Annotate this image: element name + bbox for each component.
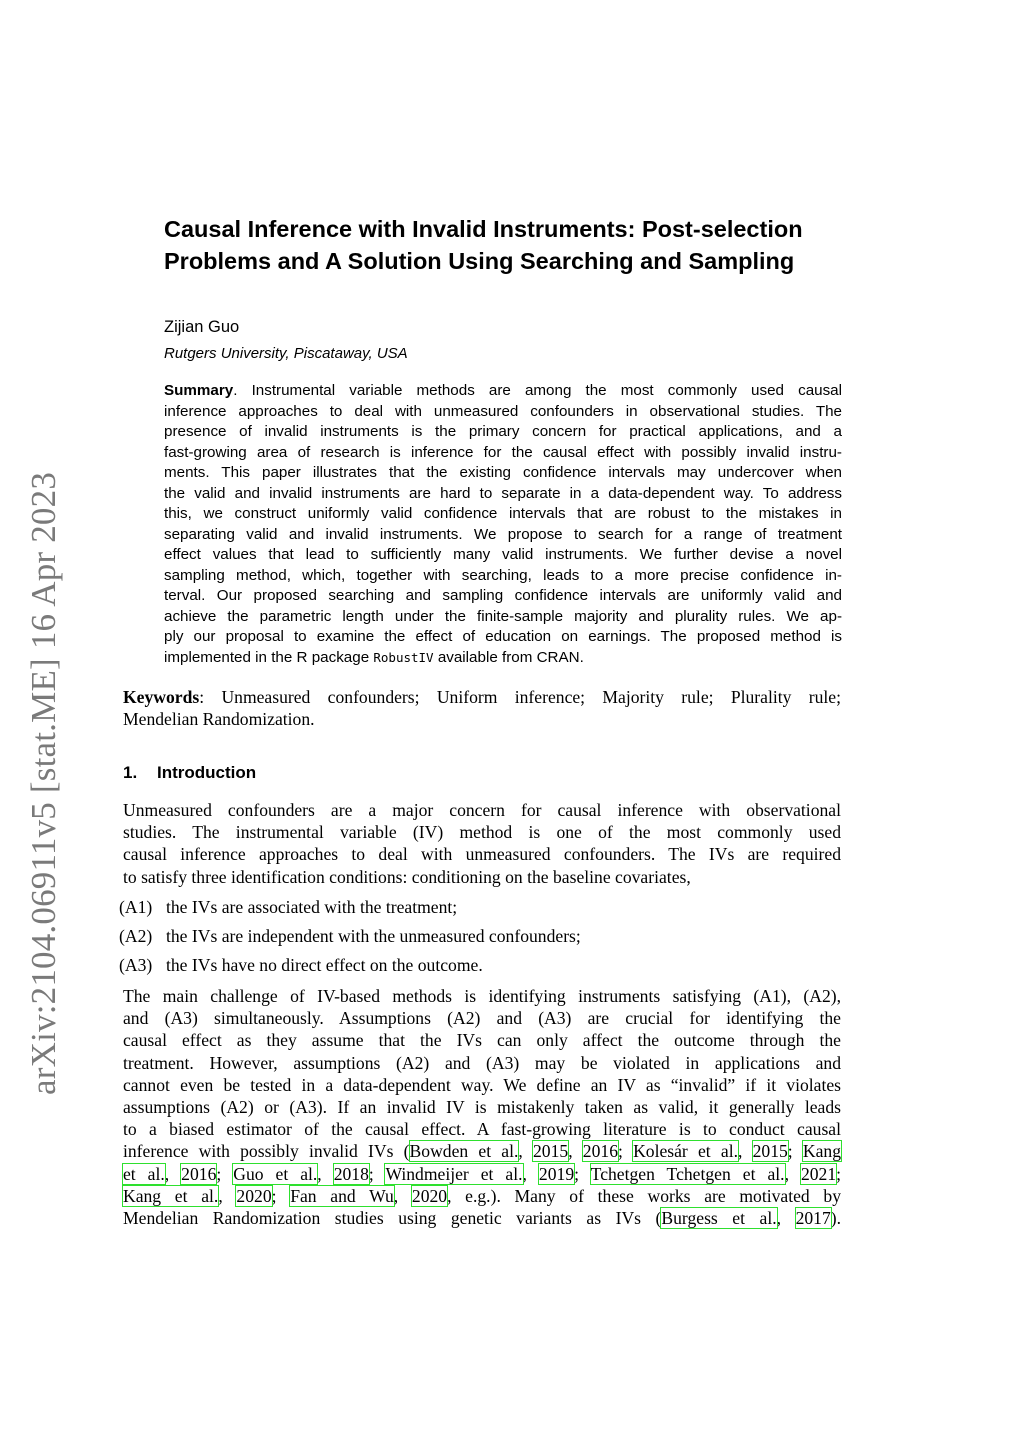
package-name: RobustIV — [373, 649, 434, 665]
paragraph-line: causal inference approaches to deal with unmeasured confounders. The IVs are required — [123, 844, 841, 865]
citation-link-2020[interactable]: 2020 — [236, 1185, 272, 1206]
keywords-line: Mendelian Randomization. — [123, 709, 315, 730]
condition-item — [119, 896, 841, 925]
summary-line: implemented in the R package RobustIV available from CRAN. — [164, 648, 584, 666]
paragraph-line: Kang et al., 2020; Fan and Wu, 2020, e.g.). Many of these works are motivated by — [123, 1185, 842, 1206]
keywords — [123, 686, 841, 730]
paper-title — [164, 213, 854, 277]
paragraph-line: The main challenge of IV-based methods is identifying instruments satisfying (A1), (A2), — [123, 986, 841, 1006]
author-affiliation: Rutgers University, Piscataway, USA — [164, 345, 408, 362]
summary-line: inference approaches to deal with unmeasured confounders in observational studies. The — [164, 402, 842, 420]
citation-link-2021[interactable]: 2021 — [800, 1163, 837, 1184]
citation-link-burgess[interactable]: Burgess et al. — [661, 1208, 777, 1229]
paragraph-line: Mendelian Randomization studies using genetic variants as IVs (Burgess et al., 2017). — [123, 1208, 842, 1229]
citation-link-kolesar[interactable]: Kolesár et al. — [633, 1141, 738, 1162]
title-line-2: Problems and A Solution Using Searching and Sampling — [164, 248, 795, 274]
summary-line: terval. Our proposed searching and sampling confidence intervals are uniformly valid and — [164, 587, 842, 604]
keywords-line: Keywords: Unmeasured confounders; Uniform inference; Majority rule; Plurality rule; — [123, 687, 841, 707]
summary-line: fast-growing area of research is inference for the causal effect with possibly invalid instru- — [164, 443, 842, 461]
title-line-1: Causal Inference with Invalid Instruments: Post-selection — [164, 216, 803, 242]
citation-link-2016[interactable]: 2016 — [181, 1163, 217, 1184]
summary-line: the valid and invalid instruments are hard to separate in a data-dependent way. To address — [164, 484, 842, 502]
paragraph-line: et al., 2016; Guo et al., 2018; Windmeijer et al., 2019; Tchetgen Tchetgen et al., 2021; — [123, 1163, 842, 1184]
summary-abstract — [164, 381, 842, 668]
condition-label: (A2) — [119, 926, 153, 946]
citation-link-2015[interactable]: 2015 — [533, 1141, 569, 1162]
summary-line: separating valid and invalid instruments. We propose to search for a range of treatment — [164, 525, 842, 543]
paragraph-line: studies. The instrumental variable (IV) method is one of the most commonly used — [123, 822, 841, 843]
summary-label: Summary — [164, 382, 234, 399]
keywords-label: Keywords — [123, 687, 200, 707]
condition-label: (A1) — [119, 897, 153, 917]
citation-link-2015[interactable]: 2015 — [752, 1141, 788, 1162]
condition-item — [119, 954, 841, 983]
paragraph-line: cannot even be tested in a data-dependent way. We define an IV as “invalid” if it violates — [123, 1074, 841, 1095]
citation-link-kang[interactable]: et al. — [123, 1163, 165, 1184]
citation-link-kang[interactable]: Kang et al. — [123, 1185, 219, 1206]
condition-text: the IVs are associated with the treatment; — [166, 897, 458, 917]
paragraph-line: Unmeasured confounders are a major concern for causal inference with observational — [123, 800, 841, 820]
citation-link-2019[interactable]: 2019 — [538, 1163, 575, 1184]
summary-line: Summary. Instrumental variable methods are among the most commonly used causal — [164, 382, 842, 399]
citation-link-fan-wu[interactable]: Fan and Wu — [290, 1185, 394, 1206]
author-name: Zijian Guo — [164, 318, 240, 336]
summary-line: this, we construct uniformly valid confidence intervals that are robust to the mistakes in — [164, 505, 842, 522]
citation-link-2016[interactable]: 2016 — [582, 1141, 618, 1162]
paragraph-line: to a biased estimator of the causal effect. A fast-growing literature is to conduct causal — [123, 1119, 841, 1140]
paragraph-line: assumptions (A2) or (A3). If an invalid IV is mistakenly taken as valid, it generally leads — [123, 1097, 841, 1118]
citation-link-tchetgen[interactable]: Tchetgen Tchetgen et al. — [590, 1163, 785, 1184]
condition-item — [119, 925, 841, 954]
summary-line: sampling method, which, together with searching, leads to a more precise confidence in- — [164, 566, 842, 584]
paragraph-line: inference with possibly invalid IVs (Bowden et al., 2015, 2016; Kolesár et al., 2015; Kang — [123, 1141, 841, 1162]
summary-line: effect values that lead to sufficiently many valid instruments. We further devise a novel — [164, 546, 842, 563]
paragraph-line: treatment. However, assumptions (A2) and (A3) may be violated in applications and — [123, 1052, 841, 1073]
condition-label: (A3) — [119, 955, 153, 975]
citation-link-2020[interactable]: 2020 — [411, 1185, 448, 1206]
identification-conditions — [119, 896, 841, 983]
summary-line: achieve the parametric length under the finite-sample majority and plurality rules. We ap- — [164, 607, 842, 625]
arxiv-identifier: arXiv:2104.06911v5 [stat.ME] 16 Apr 2023 — [24, 471, 63, 1095]
intro-paragraph-2 — [123, 985, 841, 1229]
condition-text: the IVs have no direct effect on the outcome. — [166, 955, 483, 975]
citation-link-kang[interactable]: Kang — [802, 1141, 841, 1162]
citation-link-2017[interactable]: 2017 — [795, 1208, 831, 1229]
citation-link-2018[interactable]: 2018 — [333, 1163, 369, 1184]
summary-line: ply our proposal to examine the effect of education on earnings. The proposed method is — [164, 628, 842, 645]
section-heading-introduction — [123, 762, 256, 784]
summary-line: ments. This paper illustrates that the existing confidence intervals may undercover when — [164, 464, 842, 481]
condition-text: the IVs are independent with the unmeasured confounders; — [166, 926, 581, 946]
paragraph-line: to satisfy three identification conditions: conditioning on the baseline covariates, — [123, 866, 691, 887]
citation-link-bowden[interactable]: Bowden et al. — [409, 1141, 519, 1162]
section-title: Introduction — [157, 763, 257, 782]
paragraph-line: causal effect as they assume that the IVs can only affect the outcome through the — [123, 1030, 841, 1051]
intro-paragraph-1 — [123, 799, 841, 888]
paragraph-line: and (A3) simultaneously. Assumptions (A2) and (A3) are crucial for identifying the — [123, 1008, 841, 1029]
summary-line: presence of invalid instruments is the primary concern for practical applications, and a — [164, 423, 842, 440]
citation-link-guo[interactable]: Guo et al. — [233, 1163, 318, 1184]
section-number: 1. — [123, 763, 138, 782]
citation-link-windmeijer[interactable]: Windmeijer et al. — [385, 1163, 523, 1184]
